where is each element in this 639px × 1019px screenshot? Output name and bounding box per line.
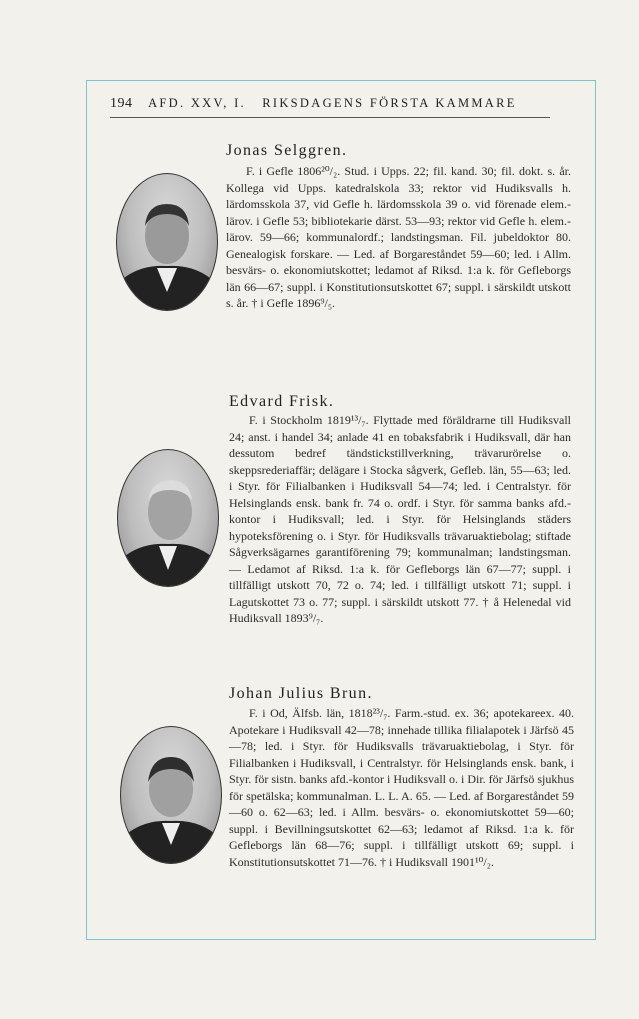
portrait-photo: [117, 449, 219, 587]
chamber-title: RIKSDAGENS FÖRSTA KAMMARE: [262, 96, 517, 110]
section-label: AFD. XXV, I.: [148, 96, 246, 110]
portrait-photo: [120, 726, 222, 864]
bio-text: F. i Od, Älfsb. län, 1818²³/₇. Farm.-stud. ex. 36; apotekareex. 40. Apotekare i Hudiksvall 42—78; innehade tillika filialapotek i Järfsö 45—78; led. i Styr. för Hudiksvalls trävaruaktiebolag, i Styr. för Filialbanken i Hudiksvall, i Centralstyr. för Helsinglands ensk. bank, i Styr. för sistn. banks afd.-kontor i Hudiksvall o. i Dir. för Järfsö sjukhus för spetälska; kommunalman. L. L. A. 65. — Led. af Borgareståndet 59—60 o. 62—63; led. i Allm. besvärs- o. ekonomiutskottet 59—60; suppl. i Bevillningsutskottet 62—63; ledamot af Riksd. 1:a k. för Gefleborgs län 68—76; suppl. i tillfälligt utskott 69; suppl. i Konstitutionsutskottet 71—76. † i Hudiksvall 1901¹⁰/₂.: [229, 706, 574, 869]
entry-name: Edvard Frisk.: [229, 393, 335, 410]
entry-bio: [226, 163, 571, 312]
entry-bio: [229, 412, 571, 627]
portrait-figure-icon: [121, 727, 221, 863]
header-rule: [110, 117, 550, 118]
entry-name: Jonas Selggren.: [226, 142, 348, 159]
bio-text: F. i Stockholm 1819¹³/₇. Flyttade med föräldrarne till Hudiksvall 24; anst. i handel 34; anlade 41 en tobaksfabrik i Hudiksvall, där han dessutom bedref tändstickstillverkning, trävarurörelse o. skeppsrederiaffär; delägare i Stocka sågverk, Gefleb. län, 55—63; led. i Styr. för Filialbanken i Hudiksvall 54—74; led. i Centralstyr. för Helsinglands ensk. bank fr. 74 o. ordf. i Styr. för samma banks afd.-kontor i Hudiksvall; led. i Styr. för Helsinglands städers hypoteksförening o. i Styr. för Hudiksvalls trävaruaktiebolag; stiftade Sågverksägarnes garantiförening 79; kommunalman; landstingsman. — Ledamot af Riksd. 1:a k. för Gefleborgs län 67—77; suppl. i tillfälligt utskott 70, 72 o. 74; led. i tillfälligt utskott 71; suppl. i Lagutskottet 73 o. 77; suppl. i särskildt utskott 77. † å Helenedal vid Hudiksvall 1893⁹/₇.: [229, 413, 571, 625]
portrait-photo: [116, 173, 218, 311]
bio-text: F. i Gefle 1806²⁰/₂. Stud. i Upps. 22; fil. kand. 30; fil. dokt. s. år. Kollega vid Upps. katedralskola 33; rektor vid Hudiksvalls h. lärdomsskola 37, vid Gefle h. lärdomsskola 39 o. vid förenade elem.-lärov. i Gefle 53; bibliotekarie därst. 53—93; rektor vid Gefle h. elem.-lärov. 59—66; kommunalordf.; landstingsman. Fil. jubeldoktor 80. Genealogisk forskare. — Led. af Borgareståndet 59—60; led. i Allm. besvärs- o. ekonomiutskottet; ledamot af Riksd. 1:a k. för Gefleborgs län 66—67; suppl. i Konstitutionsutskottet 67; suppl. i särskildt utskott s. år. † i Gefle 1896⁹/₅.: [226, 164, 571, 310]
portrait-figure-icon: [118, 450, 218, 586]
page-header: [110, 96, 550, 114]
entry-name: Johan Julius Brun.: [229, 685, 373, 702]
portrait-figure-icon: [117, 174, 217, 310]
entry-bio: [229, 705, 574, 870]
page-number: 194: [110, 96, 133, 111]
